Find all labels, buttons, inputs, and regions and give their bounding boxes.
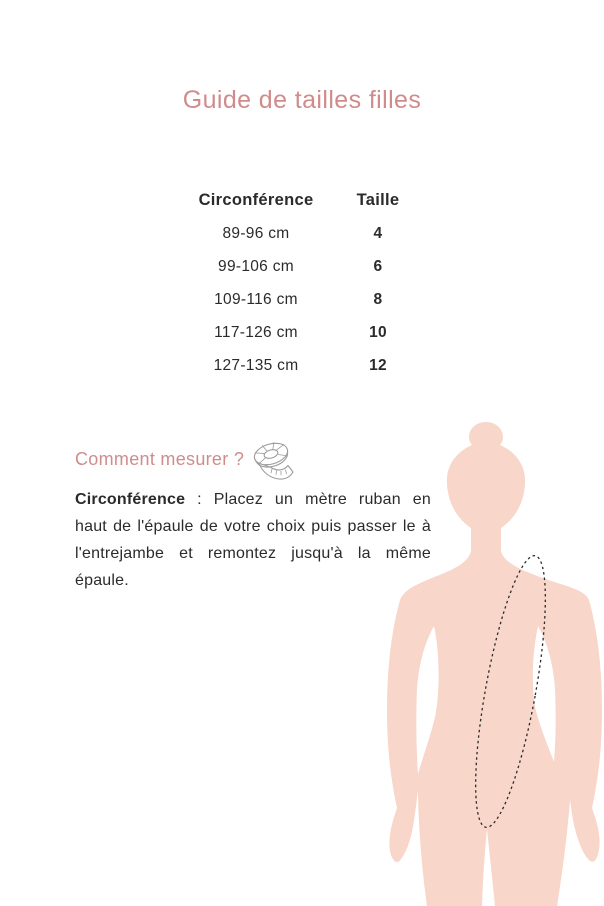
size-value: 10 bbox=[369, 323, 387, 341]
instruction-term: Circonférence bbox=[75, 491, 186, 508]
column-header-circumference: Circonférence bbox=[198, 190, 314, 209]
how-to-measure-heading: Comment mesurer ? bbox=[75, 449, 245, 469]
instruction-line: Circonférence : Placez un mètre ruban en bbox=[75, 491, 431, 508]
size-table bbox=[191, 186, 413, 382]
girl-body-silhouette bbox=[370, 418, 604, 906]
table-row bbox=[191, 349, 413, 382]
table-row bbox=[191, 217, 413, 250]
table-row bbox=[191, 250, 413, 283]
body-shape bbox=[387, 422, 602, 906]
instruction-line: haut de l'épaule de votre choix puis passer le à bbox=[75, 518, 431, 535]
table-row bbox=[191, 316, 413, 349]
size-value: 12 bbox=[369, 356, 387, 374]
size-value: 6 bbox=[373, 257, 383, 275]
table-header-row bbox=[191, 186, 413, 214]
size-value: 8 bbox=[373, 290, 383, 308]
instruction-line: épaule. bbox=[75, 572, 129, 589]
measuring-tape-icon bbox=[251, 440, 297, 484]
circumference-value: 117-126 cm bbox=[214, 323, 298, 341]
circumference-value: 99-106 cm bbox=[218, 257, 294, 275]
size-value: 4 bbox=[373, 224, 383, 242]
column-header-size: Taille bbox=[356, 190, 400, 209]
page-title: Guide de tailles filles bbox=[182, 86, 422, 114]
circumference-value: 127-135 cm bbox=[213, 356, 299, 374]
circumference-value: 89-96 cm bbox=[222, 224, 290, 242]
table-row bbox=[191, 283, 413, 316]
circumference-value: 109-116 cm bbox=[214, 290, 298, 308]
instruction-line: l'entrejambe et remontez jusqu'à la même bbox=[75, 545, 431, 562]
